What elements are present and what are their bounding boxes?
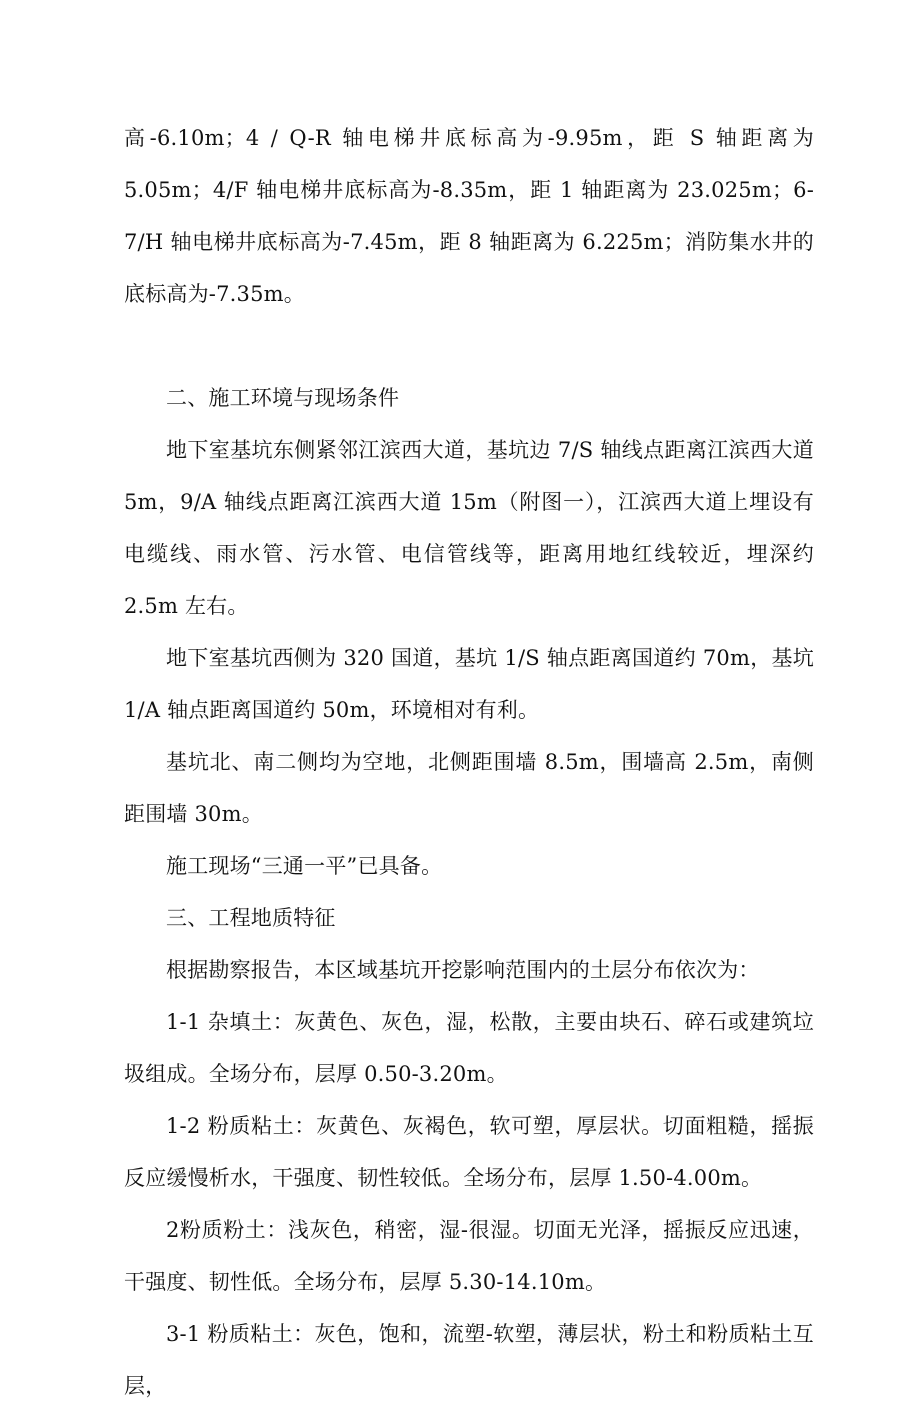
- paragraph-east-side: 地下室基坑东侧紧邻江滨西大道，基坑边 7/S 轴线点距离江滨西大道 5m，9/A 轴线点距离江滨西大道 15m（附图一），江滨西大道上埋设有电缆线、雨水管、污水管、电信管线等，距离用地红线较近，埋深约 2.5m 左右。: [124, 438, 814, 618]
- paragraph-elevator-pits: 高-6.10m；4 / Q-R 轴电梯井底标高为-9.95m，距 S 轴距离为 5.05m；4/F 轴电梯井底标高为-8.35m，距 1 轴距离为 23.025m；6-7/H 轴电梯井底标高为-7.45m，距 8 轴距离为 6.225m；消防集水井的底标高为-7.35m。: [124, 126, 814, 306]
- paragraph-layer-2: 2粉质粉土：浅灰色，稍密，湿-很湿。切面无光泽，摇振反应迅速，干强度、韧性低。全场分布，层厚 5.30-14.10m。: [124, 1218, 814, 1294]
- paragraph-layer-1-2: 1-2 粉质粘土：灰黄色、灰褐色，软可塑，厚层状。切面粗糙，摇振反应缓慢析水，干强度、韧性较低。全场分布，层厚 1.50-4.00m。: [124, 1114, 814, 1190]
- paragraph-west-side: 地下室基坑西侧为 320 国道，基坑 1/S 轴点距离国道约 70m，基坑 1/A 轴点距离国道约 50m，环境相对有利。: [124, 646, 814, 722]
- paragraph-site-readiness: 施工现场“三通一平”已具备。: [166, 854, 443, 878]
- paragraph-layer-1-1: 1-1 杂填土：灰黄色、灰色，湿，松散，主要由块石、碎石或建筑垃圾组成。全场分布，层厚 0.50-3.20m。: [124, 1010, 814, 1086]
- section-heading-geology: 三、工程地质特征: [166, 906, 336, 930]
- paragraph-layer-3-1: 3-1 粉质粘土：灰色，饱和，流塑-软塑，薄层状，粉土和粉质粘土互层，: [124, 1322, 814, 1398]
- paragraph-gap: [124, 320, 814, 372]
- paragraph-north-south: 基坑北、南二侧均为空地，北侧距围墙 8.5m，围墙高 2.5m，南侧距围墙 30m。: [124, 750, 814, 826]
- paragraph-survey-intro: 根据勘察报告，本区域基坑开挖影响范围内的土层分布依次为：: [166, 958, 760, 982]
- body-text: [124, 112, 814, 1412]
- section-heading-construction-environment: 二、施工环境与现场条件: [166, 386, 400, 410]
